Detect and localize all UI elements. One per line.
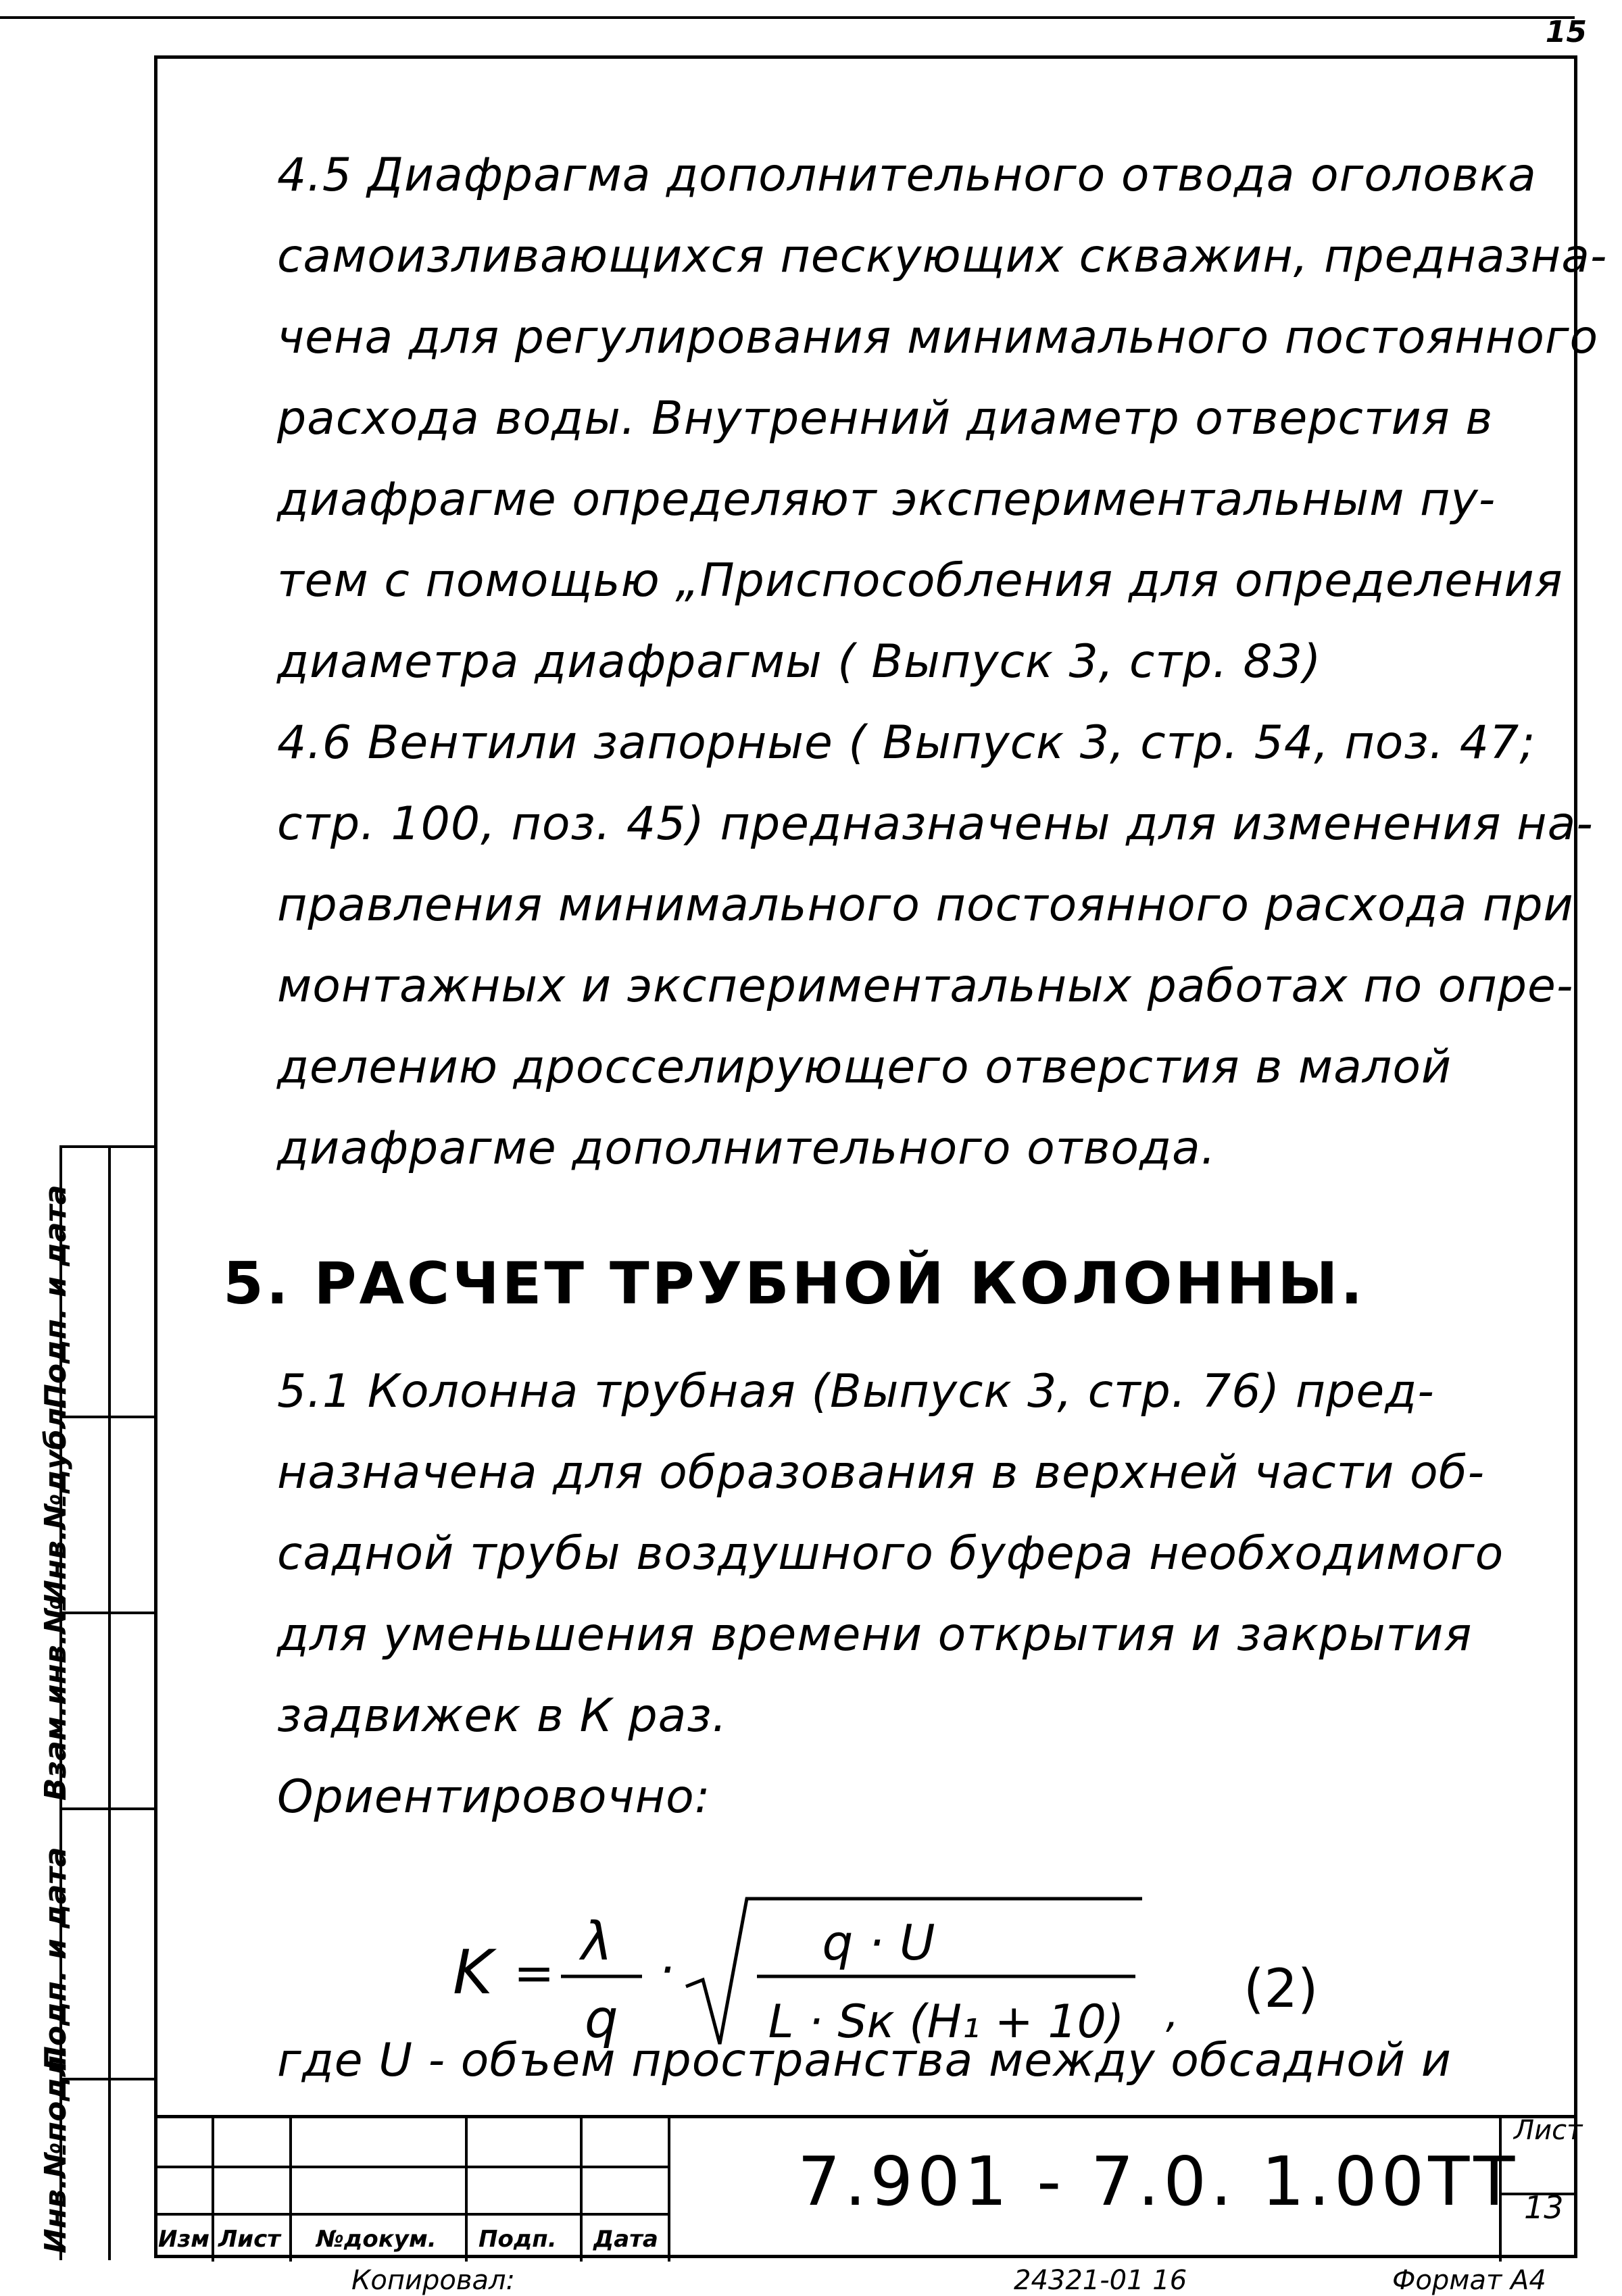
text-line: 4.6 Вентили запорные ( Выпуск 3, стр. 54, поз. 47; <box>277 716 1536 770</box>
formula-root-num: q · U <box>822 1914 935 1971</box>
formula-lhs: K <box>453 1937 493 2008</box>
side-stamp <box>39 1145 154 2260</box>
text-line: задвижек в К раз. <box>277 1689 728 1743</box>
tb-label-sign: Подп. <box>478 2226 557 2253</box>
title-block-col-line <box>289 2118 292 2262</box>
side-cell <box>39 1807 154 2078</box>
formula-dot: · <box>659 1941 674 1998</box>
text-line: стр. 100, поз. 45) предназначены для изменения на- <box>277 797 1594 851</box>
side-cell <box>39 1597 154 1807</box>
text-line: для уменьшения времени открытия и закрытия <box>277 1608 1473 1662</box>
text-line: 5.1 Колонна трубная (Выпуск 3, стр. 76) пред- <box>277 1365 1435 1418</box>
formula-equals: = <box>514 1945 555 2001</box>
text-line: правления минимального постоянного расхода при <box>277 878 1574 932</box>
text-line: монтажных и экспериментальных работах по опре- <box>277 959 1574 1013</box>
side-label: Инв.№дубл. <box>39 1396 73 1605</box>
formula-number: (2) <box>1244 1959 1319 2020</box>
tb-label-doc: №докум. <box>316 2226 437 2253</box>
tb-label-change: Изм <box>158 2226 210 2253</box>
side-cell <box>39 1145 154 1416</box>
side-cell <box>39 1396 154 1612</box>
side-label: Подп. и дата <box>39 1184 73 1409</box>
text-line: где U - объем пространства между обсадной и <box>277 2034 1452 2087</box>
text-line: назначена для образования в верхней части об- <box>277 1446 1485 1499</box>
title-block-col-line <box>465 2118 468 2262</box>
text-line: самоизливающихся пескующих скважин, предназна- <box>277 230 1608 283</box>
text-line: чена для регулирования минимального постоянного <box>277 311 1599 364</box>
footer-order: 24321-01 16 <box>1014 2265 1187 2296</box>
title-block-col-line <box>212 2118 214 2262</box>
sheet-label: Лист <box>1514 2115 1583 2146</box>
side-cell <box>39 2044 154 2260</box>
section-heading: 5. РАСЧЕТ ТРУБНОЙ КОЛОННЫ. <box>223 1250 1366 1318</box>
side-label: Инв.№подл. <box>39 2044 73 2253</box>
text-line: тем с помощью „Приспособления для определения <box>277 554 1563 607</box>
text-line: диафрагме дополнительного отвода. <box>277 1122 1216 1175</box>
title-block-col-line <box>668 2118 670 2262</box>
side-label: Взам.инв.№ <box>39 1597 73 1801</box>
text-line: садной трубы воздушного буфера необходимого <box>277 1527 1504 1580</box>
text-line: расхода воды. Внутренний диаметр отверстия в <box>277 392 1494 445</box>
text-line: делению дросселирующего отверстия в малой <box>277 1041 1452 1094</box>
footer-copied: Копировал: <box>351 2265 516 2296</box>
formula-root-den: L · Sк (H₁ + 10) <box>768 1995 1125 2049</box>
page-number: 15 <box>1545 15 1587 49</box>
formula-frac-den: q <box>585 1989 618 2050</box>
top-rule <box>0 16 1575 19</box>
tb-label-sheet: Лист <box>218 2226 280 2253</box>
text-line: 4.5 Диафрагма дополнительного отвода оголовка <box>277 149 1537 202</box>
title-block-row-line <box>154 2213 668 2216</box>
document-code: 7.901 - 7.0. 1.00ТТ <box>797 2142 1519 2221</box>
title-block-row-line <box>154 2166 668 2168</box>
title-block-col-line <box>580 2118 583 2262</box>
tb-label-date: Дата <box>593 2226 658 2253</box>
footer-format: Формат А4 <box>1392 2265 1546 2296</box>
formula-frac-num: λ <box>581 1912 613 1972</box>
sheet-number: 13 <box>1524 2189 1564 2226</box>
text-line: диаметра диафрагмы ( Выпуск 3, стр. 83) <box>277 635 1322 689</box>
side-label: Подп. и дата <box>39 1847 73 2071</box>
formula-comma: , <box>1166 1990 1179 2037</box>
text-line: диафрагме определяют экспериментальным пу- <box>277 473 1496 526</box>
text-line: Ориентировочно: <box>277 1770 711 1824</box>
